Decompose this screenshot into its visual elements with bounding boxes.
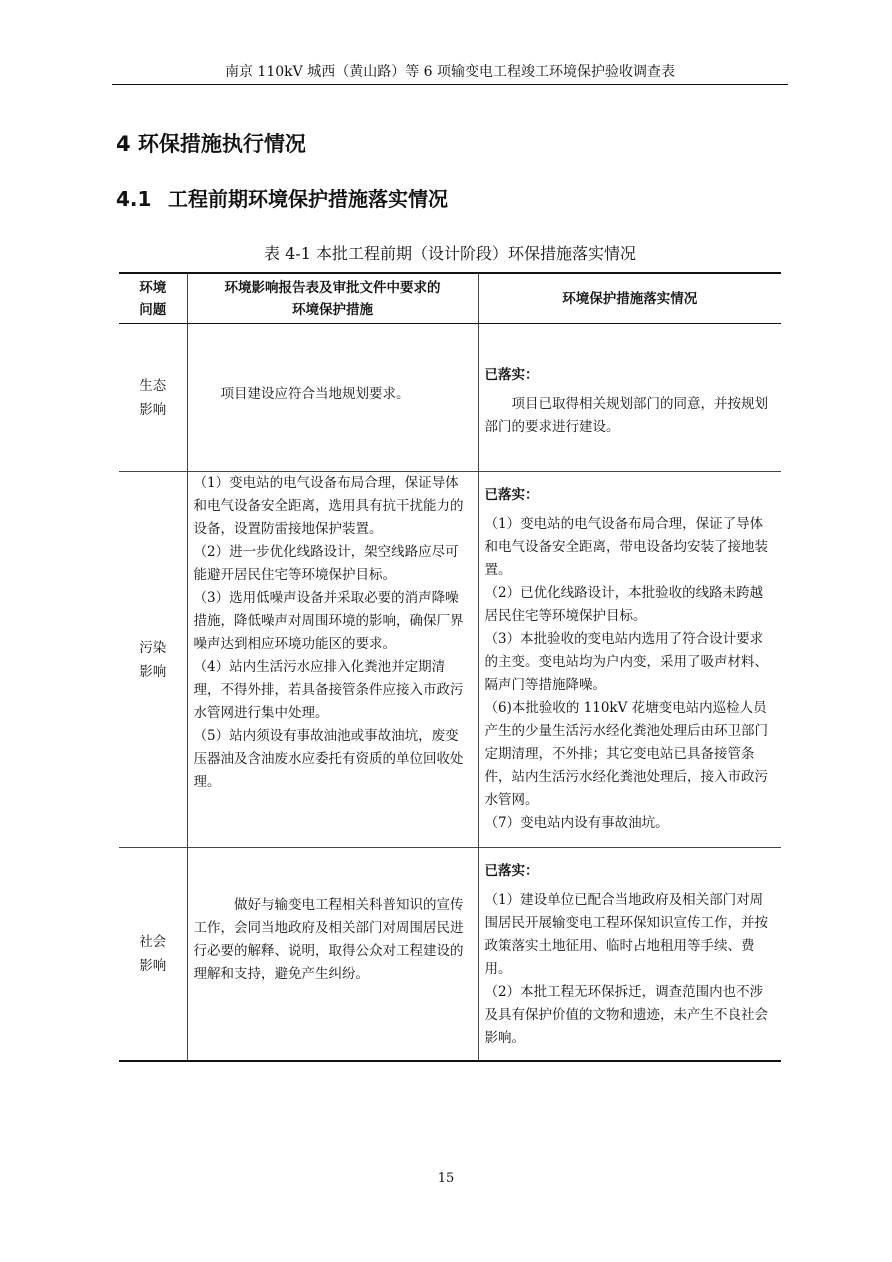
header-divider	[112, 84, 788, 85]
implementation-item: （2）已优化线路设计，本批验收的线路未跨越居民住宅等环境保护目标。	[484, 585, 764, 624]
requirement-item: （3）选用低噪声设备并采取必要的消声降噪措施，降低噪声对周围环境的影响，确保厂界噪声达到相应环境功能区的要求。	[193, 590, 464, 652]
status-label: 已落实：	[484, 863, 539, 879]
requirement-text: 项目建设应符合当地规划要求。	[220, 386, 410, 402]
issue-cell	[119, 472, 187, 848]
subsection-number: 4.1	[116, 187, 152, 211]
page-number: 15	[437, 1171, 455, 1186]
requirement-cell	[187, 324, 478, 472]
issue-cell	[119, 324, 187, 472]
measures-table	[119, 272, 781, 1062]
table-caption: 表 4-1 本批工程前期（设计阶段）环保措施落实情况	[264, 244, 636, 263]
running-header: 南京 110kV 城西（黄山路）等 6 项输变电工程竣工环境保护验收调查表	[224, 64, 676, 80]
implementation-item: （1）变电站的电气设备布局合理，保证了导体和电气设备安全距离，带电设备均安装了接地装置。	[484, 516, 768, 578]
table-row-ecology	[119, 324, 781, 472]
subsection-title: 工程前期环境保护措施落实情况	[168, 187, 448, 211]
requirement-item: （2）进一步优化线路设计，架空线路应尽可能避开居民住宅等环境保护目标。	[193, 544, 459, 583]
issue-line2: 影响	[139, 401, 167, 418]
issue-line1: 生态	[139, 377, 167, 394]
implementation-item: （6)本批验收的 110kV 花塘变电站内巡检人员产生的少量生活污水经化粪池处理后由环卫部门定期清理，不外排；其它变电站已具备接管条件，站内生活污水经化粪池处理后，接入市政污水管网。	[484, 700, 768, 808]
header-implementation: 环境保护措施落实情况	[478, 273, 781, 324]
status-label: 已落实：	[484, 367, 539, 383]
issue-line2: 影响	[139, 957, 167, 974]
requirement-item: （5）站内须设有事故油池或事故油坑，废变压器油及含油废水应委托有资质的单位回收处理。	[193, 728, 464, 790]
requirement-cell	[187, 848, 478, 1061]
header-requirement-line2: 环境保护措施	[292, 301, 373, 318]
header-issue	[119, 273, 187, 324]
implementation-cell	[478, 472, 781, 848]
table-row-pollution	[119, 472, 781, 848]
implementation-item: （1）建设单位已配合当地政府及相关部门对周围居民开展输变电工程环保知识宣传工作，并按政策落实土地征用、临时占地租用等手续、费用。	[484, 892, 768, 977]
table-header-row	[119, 273, 781, 324]
header-issue-line2: 问题	[139, 301, 167, 318]
implementation-item: （3）本批验收的变电站内选用了符合设计要求的主变。变电站均为户内变，采用了吸声材料、隔声门等措施降噪。	[484, 631, 768, 693]
requirement-item: （1）变电站的电气设备布局合理，保证导体和电气设备安全距离，选用具有抗干扰能力的设备，设置防雷接地保护装置。	[193, 475, 464, 537]
implementation-text: 项目已取得相关规划部门的同意，并按规划部门的要求进行建设。	[484, 396, 768, 435]
issue-line2: 影响	[139, 663, 167, 680]
requirement-item: （4）站内生活污水应排入化粪池并定期清理，不得外排，若具备接管条件应接入市政污水管网进行集中处理。	[193, 659, 464, 721]
implementation-item: （7）变电站内设有事故油坑。	[484, 815, 669, 831]
implementation-cell	[478, 324, 781, 472]
section-heading: 4 环保措施执行情况	[116, 132, 306, 156]
implementation-item: （2）本批工程无环保拆迁，调查范围内也不涉及具有保护价值的文物和遗迹，未产生不良社会影响。	[484, 984, 768, 1046]
issue-line1: 社会	[139, 933, 167, 950]
table-row-social	[119, 848, 781, 1061]
status-label: 已落实：	[484, 487, 539, 503]
issue-cell	[119, 848, 187, 1061]
header-issue-line1: 环境	[139, 279, 167, 296]
issue-line1: 污染	[139, 639, 167, 656]
subsection-heading	[116, 185, 448, 213]
header-requirement	[187, 273, 478, 324]
requirement-cell	[187, 472, 478, 848]
implementation-cell	[478, 848, 781, 1061]
requirement-text: 做好与输变电工程相关科普知识的宣传工作，会同当地政府及相关部门对周围居民进行必要的解释、说明，取得公众对工程建设的理解和支持，避免产生纠纷。	[193, 896, 464, 982]
header-requirement-line1: 环境影响报告表及审批文件中要求的	[224, 279, 441, 296]
